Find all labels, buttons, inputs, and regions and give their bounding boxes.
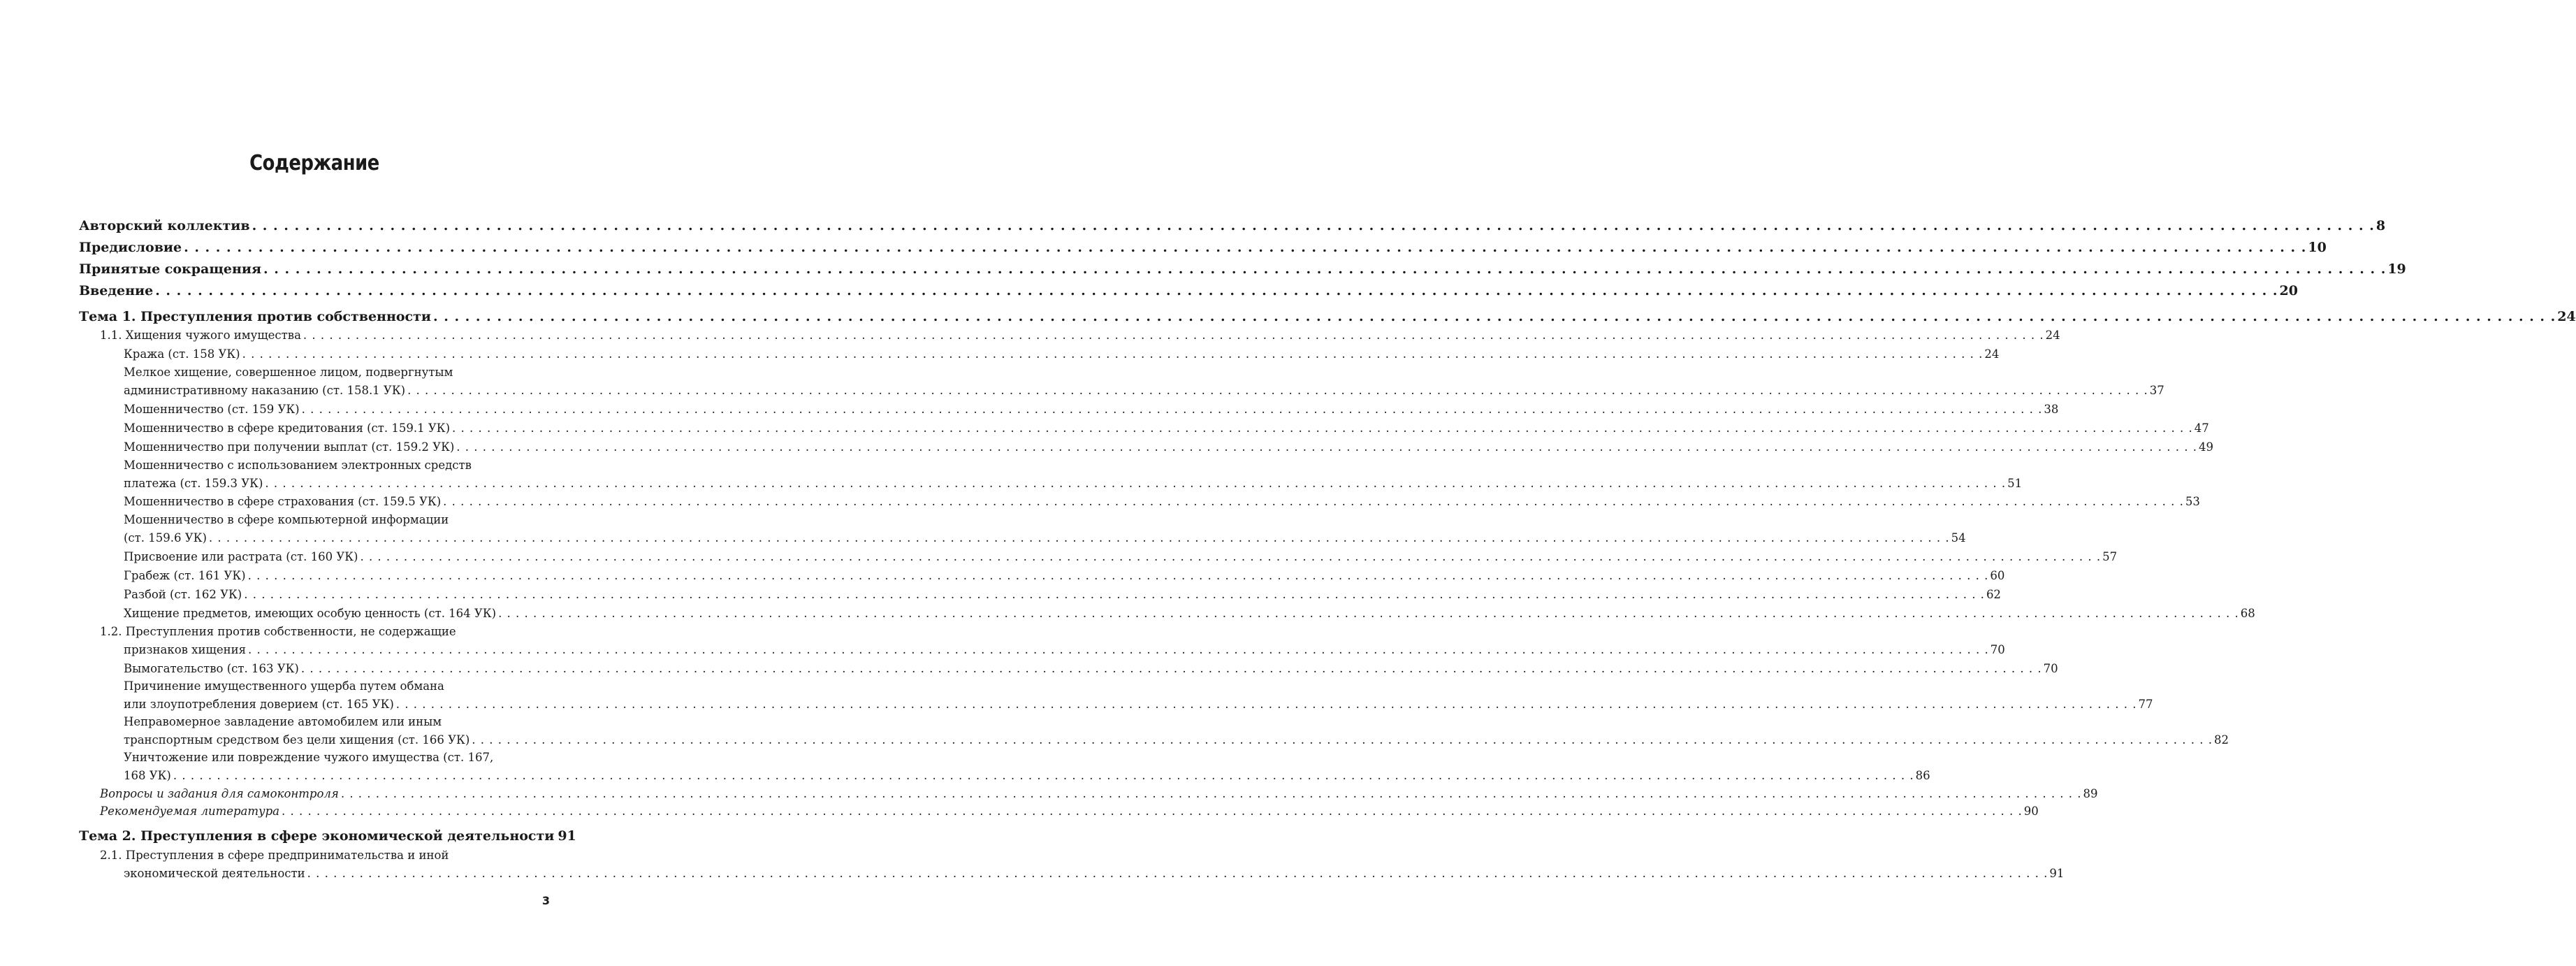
toc-entry-title: Разбой (ст. 162 УК) xyxy=(124,588,242,601)
dot-leader: . . . . . . . . . . . . . . . . . . . . . . . . . . . . . . . . . . . . . . . . . . . . . . . . . . . . . . . . . . . . . . . . . . . . . . . . . . . . . . . . . . . . . . . . . . . . . . . . . . . . . . . . . . . . . . . . . . . . . . . . . . . . . . . . . . . . . . . . . . . . . . . . . . . . . . . . . . . . . . . . . . . . . . . . . . . . . . . . . . . . . . . . . . . . . . . . . . . . . . . . xyxy=(432,309,2556,324)
toc-entry[interactable] xyxy=(79,828,576,844)
toc-entry-title: Рекомендуемая литература xyxy=(100,805,280,818)
dot-leader: . . . . . . . . . . . . . . . . . . . . . . . . . . . . . . . . . . . . . . . . . . . . . . . . . . . . . . . . . . . . . . . . . . . . . . . . . . . . . . . . . . . . . . . . . . . . . . . . . . . . . . . . . . . . . . . . . . . . . . . . . . . . . . . . . . . . . . . . . . . . . . . . . . . . . . . . . . . . . . . . . . . . . . . . . . . . . . . . . . . . . . . . . . . . . . . . . . . . . . . . xyxy=(303,329,2044,342)
toc-entry-page: 19 xyxy=(2387,261,2406,277)
toc-entry-page: 86 xyxy=(1915,769,1930,782)
toc-entry-title: Мошенничество в сфере страхования (ст. 159.5 УК) xyxy=(124,495,442,508)
dot-leader: . . . . . . . . . . . . . . . . . . . . . . . . . . . . . . . . . . . . . . . . . . . . . . . . . . . . . . . . . . . . . . . . . . . . . . . . . . . . . . . . . . . . . . . . . . . . . . . . . . . . . . . . . . . . . . . . . . . . . . . . . . . . . . . . . . . . . . . . . . . . . . . . . . . . . . . . . . . . . . . . . . . . . . . . . . . . . . . . . . . . . . . . . . . . . . . . . . . . . . . . xyxy=(184,240,2307,255)
toc-entry[interactable] xyxy=(124,494,2200,510)
dot-leader: . . . . . . . . . . . . . . . . . . . . . . . . . . . . . . . . . . . . . . . . . . . . . . . . . . . . . . . . . . . . . . . . . . . . . . . . . . . . . . . . . . . . . . . . . . . . . . . . . . . . . . . . . . . . . . . . . . . . . . . . . . . . . . . . . . . . . . . . . . . . . . . . . . . . . . . . . . . . . . . . . . . . . . . . . . . . . . . . . . . . . . . . . . . . . . . . . . . . . . . . xyxy=(456,440,2198,454)
toc-entry[interactable] xyxy=(124,642,2005,658)
dot-leader: . . . . . . . . . . . . . . . . . . . . . . . . . . . . . . . . . . . . . . . . . . . . . . . . . . . . . . . . . . . . . . . . . . . . . . . . . . . . . . . . . . . . . . . . . . . . . . . . . . . . . . . . . . . . . . . . . . . . . . . . . . . . . . . . . . . . . . . . . . . . . . . . . . . . . . . . . . . . . . . . . . . . . . . . . . . . . . . . . . . . . . . . . . . . . . . . . . . . . . . . xyxy=(244,588,1985,601)
toc-entry-title: экономической деятельности xyxy=(124,867,305,880)
toc-entry-title: Принятые сокращения xyxy=(79,261,262,277)
dot-leader: . . . . . . . . . . . . . . . . . . . . . . . . . . . . . . . . . . . . . . . . . . . . . . . . . . . . . . . . . . . . . . . . . . . . . . . . . . . . . . . . . . . . . . . . . . . . . . . . . . . . . . . . . . . . . . . . . . . . . . . . . . . . . . . . . . . . . . . . . . . . . . . . . . . . . . . . . . . . . . . . . . . . . . . . . . . . . . . . . . . . . . . . . . . . . . . . . . . . . . . . xyxy=(340,787,2082,800)
toc-entry[interactable] xyxy=(79,308,2576,325)
toc-entry-page: 77 xyxy=(2138,698,2153,711)
dot-leader: . . . . . . . . . . . . . . . . . . . . . . . . . . . . . . . . . . . . . . . . . . . . . . . . . . . . . . . . . . . . . . . . . . . . . . . . . . . . . . . . . . . . . . . . . . . . . . . . . . . . . . . . . . . . . . . . . . . . . . . . . . . . . . . . . . . . . . . . . . . . . . . . . . . . . . . . . . . . . . . . . . . . . . . . . . . . . . . . . . . . . . . . . . . . . . . . . . . . . . . . xyxy=(252,218,2375,233)
toc-entry[interactable] xyxy=(100,328,2060,343)
dot-leader: . . . . . . . . . . . . . . . . . . . . . . . . . . . . . . . . . . . . . . . . . . . . . . . . . . . . . . . . . . . . . . . . . . . . . . . . . . . . . . . . . . . . . . . . . . . . . . . . . . . . . . . . . . . . . . . . . . . . . . . . . . . . . . . . . . . . . . . . . . . . . . . . . . . . . . . . . . . . . . . . . . . . . . . . . . . . . . . . . . . . . . . . . . . . . . . . . . . . . . . . xyxy=(307,867,2049,880)
toc-entry-first-line: 1.2. Преступления против собственности, не содержащие xyxy=(100,625,456,638)
toc-entry-title: Предисловие xyxy=(79,240,182,255)
toc-entry[interactable] xyxy=(124,733,2229,748)
toc-entry-title: признаков хищения xyxy=(124,643,246,656)
dot-leader: . . . . . . . . . . . . . . . . . . . . . . . . . . . . . . . . . . . . . . . . . . . . . . . . . . . . . . . . . . . . . . . . . . . . . . . . . . . . . . . . . . . . . . . . . . . . . . . . . . . . . . . . . . . . . . . . . . . . . . . . . . . . . . . . . . . . . . . . . . . . . . . . . . . . . . . . . . . . . . . . . . . . . . . . . . . . . . . . . . . . . . . . . . . . . . . . . . . . . . . . xyxy=(498,607,2239,620)
toc-entry-title: Мошенничество (ст. 159 УК) xyxy=(124,403,300,416)
toc-entry-title: Кража (ст. 158 УК) xyxy=(124,347,240,361)
toc-entry-page: 8 xyxy=(2375,218,2386,233)
toc-entry-title: транспортным средством без цели хищения (ст. 166 УК) xyxy=(124,733,470,747)
toc-entry-page: 62 xyxy=(1986,588,2001,601)
toc-entry-page: 68 xyxy=(2240,607,2255,620)
toc-entry-page: 10 xyxy=(2308,240,2327,255)
toc-entry-title: Тема 2. Преступления в сфере экономической деятельности xyxy=(79,828,555,844)
toc-entry-page: 24 xyxy=(2045,329,2060,342)
toc-entry-page: 20 xyxy=(2279,283,2298,298)
toc-entry-page: 53 xyxy=(2185,495,2200,508)
toc-entry-page: 24 xyxy=(2557,309,2576,324)
toc-entry[interactable] xyxy=(79,261,2406,277)
toc-entry[interactable] xyxy=(100,804,2039,819)
dot-leader: . . . . . . . . . . . . . . . . . . . . . . . . . . . . . . . . . . . . . . . . . . . . . . . . . . . . . . . . . . . . . . . . . . . . . . . . . . . . . . . . . . . . . . . . . . . . . . . . . . . . . . . . . . . . . . . . . . . . . . . . . . . . . . . . . . . . . . . . . . . . . . . . . . . . . . . . . . . . . . . . . . . . . . . . . . . . . . . . . . . . . . . . . . . . . . . . . . . . . . . . xyxy=(263,261,2387,277)
toc-entry-page: 49 xyxy=(2199,440,2214,454)
dot-leader: . . . . . . . . . . . . . . . . . . . . . . . . . . . . . . . . . . . . . . . . . . . . . . . . . . . . . . . . . . . . . . . . . . . . . . . . . . . . . . . . . . . . . . . . . . . . . . . . . . . . . . . . . . . . . . . . . . . . . . . . . . . . . . . . . . . . . . . . . . . . . . . . . . . . . . . . . . . . . . . . . . . . . . . . . . . . . . . . . . . . . . . . . . . . . . . . . . . . . . . . xyxy=(173,769,1914,782)
toc-entry-title: 1.1. Хищения чужого имущества xyxy=(100,329,301,342)
toc-entry-first-line: Мелкое хищение, совершенное лицом, подвергнутым xyxy=(124,366,453,379)
dot-leader: . . . . . . . . . . . . . . . . . . . . . . . . . . . . . . . . . . . . . . . . . . . . . . . . . . . . . . . . . . . . . . . . . . . . . . . . . . . . . . . . . . . . . . . . . . . . . . . . . . . . . . . . . . . . . . . . . . . . . . . . . . . . . . . . . . . . . . . . . . . . . . . . . . . . . . . . . . . . . . . . . . . . . . . . . . . . . . . . . . . . . . . . . . . . . . . . . . . . . . . . xyxy=(155,283,2278,298)
toc-entry[interactable] xyxy=(124,661,2058,677)
toc-entry[interactable] xyxy=(124,402,2059,417)
page-title: Содержание xyxy=(249,151,379,175)
toc-entry-page: 57 xyxy=(2102,550,2118,563)
dot-leader: . . . . . . . . . . . . . . . . . . . . . . . . . . . . . . . . . . . . . . . . . . . . . . . . . . . . . . . . . . . . . . . . . . . . . . . . . . . . . . . . . . . . . . . . . . . . . . . . . . . . . . . . . . . . . . . . . . . . . . . . . . . . . . . . . . . . . . . . . . . . . . . . . . . . . . . . . . . . . . . . . . . . . . . . . . . . . . . . . . . . . . . . . . . . . . . . . . . . . . . . xyxy=(300,662,2042,675)
toc-entry-page: 90 xyxy=(2023,805,2039,818)
toc-entry-page: 24 xyxy=(1984,347,2000,361)
dot-leader: . . . . . . . . . . . . . . . . . . . . . . . . . . . . . . . . . . . . . . . . . . . . . . . . . . . . . . . . . . . . . . . . . . . . . . . . . . . . . . . . . . . . . . . . . . . . . . . . . . . . . . . . . . . . . . . . . . . . . . . . . . . . . . . . . . . . . . . . . . . . . . . . . . . . . . . . . . . . . . . . . . . . . . . . . . . . . . . . . . . . . . . . . . . . . . . . . . . . . . . . xyxy=(301,403,2043,416)
toc-entry-first-line: Причинение имущественного ущерба путем обмана xyxy=(124,679,444,693)
toc-entry-page: 38 xyxy=(2044,403,2059,416)
dot-leader: . . . . . . . . . . . . . . . . . . . . . . . . . . . . . . . . . . . . . . . . . . . . . . . . . . . . . . . . . . . . . . . . . . . . . . . . . . . . . . . . . . . . . . . . . . . . . . . . . . . . . . . . . . . . . . . . . . . . . . . . . . . . . . . . . . . . . . . . . . . . . . . . . . . . . . . . . . . . . . . . . . . . . . . . . . . . . . . . . . . . . . . . . . . . . . . . . . . . . . . . xyxy=(247,569,1989,582)
toc-entry-page: 91 xyxy=(558,828,576,844)
toc-entry[interactable] xyxy=(124,568,2005,584)
toc-entry-title: платежа (ст. 159.3 УК) xyxy=(124,477,263,490)
toc-entry[interactable] xyxy=(124,866,2065,881)
toc-entry-page: 37 xyxy=(2149,384,2164,397)
toc-entry-title: Грабеж (ст. 161 УК) xyxy=(124,569,246,582)
toc-entry-title: административному наказанию (ст. 158.1 УК) xyxy=(124,384,406,397)
toc-entry-title: Тема 1. Преступления против собственности xyxy=(79,309,431,324)
toc-entry-title: (ст. 159.6 УК) xyxy=(124,531,207,545)
toc-entry-title: Авторский коллектив xyxy=(79,218,250,233)
toc-entry-page: 70 xyxy=(1990,643,2005,656)
toc-entry[interactable] xyxy=(124,549,2118,565)
dot-leader: . . . . . . . . . . . . . . . . . . . . . . . . . . . . . . . . . . . . . . . . . . . . . . . . . . . . . . . . . . . . . . . . . . . . . . . . . . . . . . . . . . . . . . . . . . . . . . . . . . . . . . . . . . . . . . . . . . . . . . . . . . . . . . . . . . . . . . . . . . . . . . . . . . . . . . . . . . . . . . . . . . . . . . . . . . . . . . . . . . . . . . . . . . . . . . . . . . . . . . . . xyxy=(452,421,2193,435)
toc-entry-title: Присвоение или растрата (ст. 160 УК) xyxy=(124,550,358,563)
toc-entry[interactable] xyxy=(124,476,2023,491)
toc-entry-page: 47 xyxy=(2194,421,2209,435)
toc-entry-first-line: Неправомерное завладение автомобилем или иным xyxy=(124,715,442,728)
toc-entry[interactable] xyxy=(124,606,2255,621)
toc-entry-title: 168 УК) xyxy=(124,769,171,782)
toc-entry-title: Мошенничество при получении выплат (ст. 159.2 УК) xyxy=(124,440,455,454)
dot-leader: . . . . . . . . . . . . . . . . . . . . . . . . . . . . . . . . . . . . . . . . . . . . . . . . . . . . . . . . . . . . . . . . . . . . . . . . . . . . . . . . . . . . . . . . . . . . . . . . . . . . . . . . . . . . . . . . . . . . . . . . . . . . . . . . . . . . . . . . . . . . . . . . . . . . . . . . . . . . . . . . . . . . . . . . . . . . . . . . . . . . . . . . . . . . . . . . . . . . . . . . xyxy=(360,550,2102,563)
toc-entry[interactable] xyxy=(124,697,2153,712)
dot-leader: . . . . . . . . . . . . . . . . . . . . . . . . . . . . . . . . . . . . . . . . . . . . . . . . . . . . . . . . . . . . . . . . . . . . . . . . . . . . . . . . . . . . . . . . . . . . . . . . . . . . . . . . . . . . . . . . . . . . . . . . . . . . . . . . . . . . . . . . . . . . . . . . . . . . . . . . . . . . . . . . . . . . . . . . . . . . . . . . . . . . . . . . . . . . . . . . . . . . . . . . xyxy=(208,531,1950,545)
toc-entry[interactable] xyxy=(79,217,2386,234)
toc-entry-title: Хищение предметов, имеющих особую ценность (ст. 164 УК) xyxy=(124,607,497,620)
dot-leader: . . . . . . . . . . . . . . . . . . . . . . . . . . . . . . . . . . . . . . . . . . . . . . . . . . . . . . . . . . . . . . . . . . . . . . . . . . . . . . . . . . . . . . . . . . . . . . . . . . . . . . . . . . . . . . . . . . . . . . . . . . . . . . . . . . . . . . . . . . . . . . . . . . . . . . . . . . . . . . . . . . . . . . . . . . . . . . . . . . . . . . . . . . . . . . . . . . . . . . . . xyxy=(443,495,2184,508)
toc-entry-page: 82 xyxy=(2213,733,2229,747)
toc-entry[interactable] xyxy=(124,347,2000,362)
toc-entry[interactable] xyxy=(100,786,2098,802)
toc-entry[interactable] xyxy=(124,531,1966,546)
toc-entry-page: 54 xyxy=(1951,531,1966,545)
toc-entry-page: 89 xyxy=(2083,787,2098,800)
toc-entry[interactable] xyxy=(124,440,2214,455)
toc-entry-first-line: 2.1. Преступления в сфере предпринимательства и иной xyxy=(100,849,449,862)
dot-leader: . . . . . . . . . . . . . . . . . . . . . . . . . . . . . . . . . . . . . . . . . . . . . . . . . . . . . . . . . . . . . . . . . . . . . . . . . . . . . . . . . . . . . . . . . . . . . . . . . . . . . . . . . . . . . . . . . . . . . . . . . . . . . . . . . . . . . . . . . . . . . . . . . . . . . . . . . . . . . . . . . . . . . . . . . . . . . . . . . . . . . . . . . . . . . . . . . . . . . . . . xyxy=(395,698,2137,711)
toc-entry-title: или злоупотребления доверием (ст. 165 УК) xyxy=(124,698,394,711)
toc-entry[interactable] xyxy=(124,587,2001,603)
toc-entry[interactable] xyxy=(124,768,1930,784)
toc-entry-title: Вымогательство (ст. 163 УК) xyxy=(124,662,299,675)
dot-leader: . . . . . . . . . . . . . . . . . . . . . . . . . . . . . . . . . . . . . . . . . . . . . . . . . . . . . . . . . . . . . . . . . . . . . . . . . . . . . . . . . . . . . . . . . . . . . . . . . . . . . . . . . . . . . . . . . . . . . . . . . . . . . . . . . . . . . . . . . . . . . . . . . . . . . . . . . . . . . . . . . . . . . . . . . . . . . . . . . . . . . . . . . . . . . . . . . . . . . . . . xyxy=(282,805,2023,818)
toc-entry-first-line: Мошенничество в сфере компьютерной информации xyxy=(124,513,449,526)
dot-leader: . . . . . . . . . . . . . . . . . . . . . . . . . . . . . . . . . . . . . . . . . . . . . . . . . . . . . . . . . . . . . . . . . . . . . . . . . . . . . . . . . . . . . . . . . . . . . . . . . . . . . . . . . . . . . . . . . . . . . . . . . . . . . . . . . . . . . . . . . . . . . . . . . . . . . . . . . . . . . . . . . . . . . . . . . . . . . . . . . . . . . . . . . . . . . . . . . . . . . . . . xyxy=(407,384,2148,397)
toc-entry[interactable] xyxy=(124,421,2209,436)
toc-entry-title: Мошенничество в сфере кредитования (ст. 159.1 УК) xyxy=(124,421,451,435)
toc-entry[interactable] xyxy=(124,383,2164,398)
dot-leader: . . . . . . . . . . . . . . . . . . . . . . . . . . . . . . . . . . . . . . . . . . . . . . . . . . . . . . . . . . . . . . . . . . . . . . . . . . . . . . . . . . . . . . . . . . . . . . . . . . . . . . . . . . . . . . . . . . . . . . . . . . . . . . . . . . . . . . . . . . . . . . . . . . . . . . . . . . . . . . . . . . . . . . . . . . . . . . . . . . . . . . . . . . . . . . . . . . . . . . . . xyxy=(265,477,2007,490)
toc-entry-page: 70 xyxy=(2043,662,2058,675)
toc-entry[interactable] xyxy=(79,239,2327,256)
dot-leader: . . . . . . . . . . . . . . . . . . . . . . . . . . . . . . . . . . . . . . . . . . . . . . . . . . . . . . . . . . . . . . . . . . . . . . . . . . . . . . . . . . . . . . . . . . . . . . . . . . . . . . . . . . . . . . . . . . . . . . . . . . . . . . . . . . . . . . . . . . . . . . . . . . . . . . . . . . . . . . . . . . . . . . . . . . . . . . . . . . . . . . . . . . . . . . . . . . . . . . . . xyxy=(472,733,2213,747)
toc-entry-page: 91 xyxy=(2049,867,2065,880)
toc-entry-title: Введение xyxy=(79,283,154,298)
dot-leader: . . . . . . . . . . . . . . . . . . . . . . . . . . . . . . . . . . . . . . . . . . . . . . . . . . . . . . . . . . . . . . . . . . . . . . . . . . . . . . . . . . . . . . . . . . . . . . . . . . . . . . . . . . . . . . . . . . . . . . . . . . . . . . . . . . . . . . . . . . . . . . . . . . . . . . . . . . . . . . . . . . . . . . . . . . . . . . . . . . . . . . . . . . . . . . . . . . . . . . . . xyxy=(242,347,1984,361)
toc-entry-title: Вопросы и задания для самоконтроля xyxy=(100,787,339,800)
toc-entry[interactable] xyxy=(79,282,2298,299)
toc-entry-page: 60 xyxy=(1990,569,2005,582)
toc-entry-first-line: Уничтожение или повреждение чужого имущества (ст. 167, xyxy=(124,751,494,764)
toc-entry-first-line: Мошенничество с использованием электронных средств xyxy=(124,459,472,472)
toc-entry-page: 51 xyxy=(2007,477,2023,490)
dot-leader: . . . . . . . . . . . . . . . . . . . . . . . . . . . . . . . . . . . . . . . . . . . . . . . . . . . . . . . . . . . . . . . . . . . . . . . . . . . . . . . . . . . . . . . . . . . . . . . . . . . . . . . . . . . . . . . . . . . . . . . . . . . . . . . . . . . . . . . . . . . . . . . . . . . . . . . . . . . . . . . . . . . . . . . . . . . . . . . . . . . . . . . . . . . . . . . . . . . . . . . . xyxy=(247,643,1989,656)
page-number: 3 xyxy=(541,894,550,907)
